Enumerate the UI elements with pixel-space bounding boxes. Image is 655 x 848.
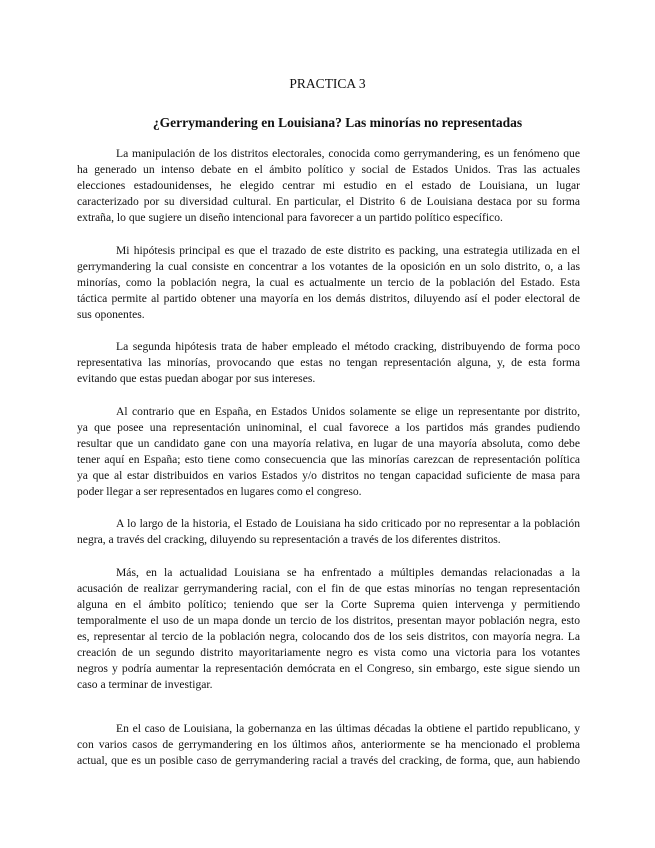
paragraph-line: En el caso de Louisiana, la gobernanza en las últimas décadas la obtiene el partido republicano, y [116, 722, 580, 735]
paragraph-line: resultar que un candidato gane con una mayoría relativa, en lugar de una mayoría absoluta, como debe [77, 437, 580, 450]
paragraph-line: gerrymandering la cual consiste en concentrar a los votantes de la oposición en un solo distrito, o, a las [77, 260, 580, 273]
paragraph-line: actual, que es un posible caso de gerrymandering racial a través del cracking, de forma, que, aun habiendo [77, 754, 580, 767]
paragraph-line: ya que al estar distribuidos en varios Estados y/o distritos no tengan capacidad suficiente de masa para [77, 469, 580, 482]
paragraph-line: minorías, como la población negra, la cual es actualmente un tercio de la población del Estado. Esta [77, 276, 580, 289]
paragraph [77, 404, 580, 500]
paragraph-line: temporalmente el uso de un mapa donde un tercio de los distritos, presentan mayor población negra, esto [77, 614, 580, 627]
paragraph-line: es, representar al tercio de la población negra, colocando dos de los seis distritos, con mayoría negra. La [77, 630, 580, 643]
paragraph-line: tener aquí en España; esto tiene como consecuencia que las minorías carezcan de representación política [77, 453, 580, 466]
paragraph-line: Más, en la actualidad Louisiana se ha enfrentado a múltiples demandas relacionadas a la [116, 566, 580, 579]
paragraph-line: caso a terminar de investigar. [77, 678, 213, 691]
paragraph-line: La manipulación de los distritos electorales, conocida como gerrymandering, es un fenómeno que [116, 147, 580, 160]
paragraph [77, 516, 580, 548]
paragraph-line: A lo largo de la historia, el Estado de Louisiana ha sido criticado por no representar a la población [116, 517, 580, 530]
paragraph [77, 243, 580, 323]
paragraph-line: ha generado un intenso debate en el ámbito político y social de Estados Unidos. Tras las actuales [77, 163, 580, 176]
paragraph [77, 146, 580, 226]
paragraph-line: caracterizado por su diversidad cultural. En particular, el Distrito 6 de Louisiana destaca por su forma [77, 195, 580, 208]
paragraph-line: negros y podría aumentar la representación demócrata en el Congreso, sin embargo, este sigue siendo un [77, 662, 580, 675]
paragraph-line: acusación de realizar gerrymandering racial, con el fin de que estas minorías no tengan representación [77, 582, 580, 595]
paragraph-line: creación de un segundo distrito mayoritariamente negro es vista como una victoria para los votantes [77, 646, 580, 659]
paragraph [77, 721, 580, 769]
paragraph-line: táctica permite al partido obtener una mayoría en los demás distritos, diluyendo así el poder electoral de [77, 292, 580, 305]
paragraph-line: sus oponentes. [77, 308, 145, 321]
paragraph [77, 339, 580, 387]
paragraph-line: poder llegar a ser representados en lugares como el congreso. [77, 485, 362, 498]
paragraph-line: evitando que estas puedan abogar por sus intereses. [77, 372, 316, 385]
paragraph-line: Mi hipótesis principal es que el trazado de este distrito es packing, una estrategia utilizada en el [116, 244, 580, 257]
paragraph-line: elecciones estadounidenses, he elegido centrar mi estudio en el estado de Louisiana, un lugar [77, 179, 580, 192]
paragraph-line: Al contrario que en España, en Estados Unidos solamente se elige un representante por distrito, [116, 405, 580, 418]
paragraph-line: alguna en el ámbito político; teniendo que ser la Corte Suprema quien intervenga y permitiendo [77, 598, 580, 611]
document-heading: ¿Gerrymandering en Louisiana? Las minorías no representadas [152, 115, 523, 130]
document-title: PRACTICA 3 [289, 76, 366, 91]
paragraph-line: La segunda hipótesis trata de haber empleado el método cracking, distribuyendo de forma poco [116, 340, 580, 353]
paragraph-line: con varios casos de gerrymandering en los últimos años, anteriormente se ha mencionado el problema [77, 738, 580, 751]
paragraph-line: ya que posee una representación uninominal, el cual favorece a los partidos más grandes pudiendo [77, 421, 580, 434]
paragraph [77, 565, 580, 693]
paragraph-line: negra, a través del cracking, diluyendo su representación a través de los diferentes distritos. [77, 533, 501, 546]
paragraph-line: representativa las minorías, provocando que estas no tengan representación alguna, y, de esta forma [77, 356, 580, 369]
paragraph-line: extraña, lo que sugiere un diseño intencional para favorecer a un partido político específico. [77, 211, 503, 224]
